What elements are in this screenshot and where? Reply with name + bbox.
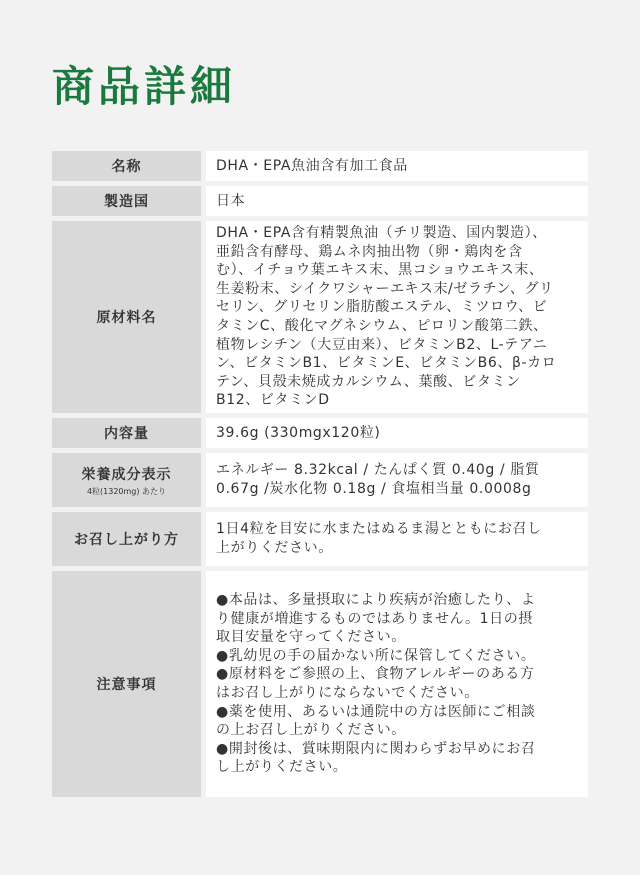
value-text: エネルギー 8.32kcal / たんぱく質 0.40g / 脂質 0.67g /炭水化物 0.18g / 食塩相当量 0.0008g xyxy=(216,462,540,497)
value-text: 1日4粒を目安に水またはぬるま湯とともにお召し 上がりください。 xyxy=(216,521,542,556)
row-label xyxy=(52,512,201,566)
row-label xyxy=(52,571,201,797)
label-text: 製造国 xyxy=(104,194,149,210)
row-value xyxy=(206,418,588,448)
row-label xyxy=(52,453,201,507)
row-name xyxy=(52,151,588,181)
product-details-table xyxy=(52,151,588,802)
label-text: 名称 xyxy=(111,159,142,175)
page-title: 商品詳細 xyxy=(52,62,237,111)
row-value xyxy=(206,221,588,413)
row-label xyxy=(52,418,201,448)
label-text: 原材料名 xyxy=(96,310,157,326)
label-text: お召し上がり方 xyxy=(74,532,179,548)
row-nutrition xyxy=(52,453,588,507)
row-value xyxy=(206,512,588,566)
row-label xyxy=(52,221,201,413)
row-value xyxy=(206,151,588,181)
row-label xyxy=(52,186,201,216)
row-volume xyxy=(52,418,588,448)
row-value xyxy=(206,453,588,507)
label-text: 注意事項 xyxy=(96,677,157,693)
value-text: ●本品は、多量摂取により疾病が治癒したり、よ り健康が増進するものではありません。1日の摂 取目安量を守ってください。 ●乳幼児の手の届かない所に保管してください。 ●原材料をご参照の上、食物アレルギーのある方 はお召し上がりにならないでください。 ●薬を使用、あるいは通院中の方は医師にご相談 の上お召し上がりください。 ●開封後は、賞味期限内に関わらずお早めにお召 し上がりください。 xyxy=(216,592,536,776)
label-text: 内容量 xyxy=(104,426,149,442)
value-text: DHA・EPA魚油含有加工食品 xyxy=(216,157,408,174)
row-country xyxy=(52,186,588,216)
value-text: 39.6g (330mgx120粒) xyxy=(216,424,381,441)
value-text: DHA・EPA含有精製魚油（チリ製造、国内製造）、 亜鉛含有酵母、鶏ムネ肉抽出物（卵・鶏肉を含 む）、イチョウ葉エキス末、黒コショウエキス末、 生姜粉末、シイクワシャーエキス末/ゼラチン、グリ セリン、グリセリン脂肪酸エステル、ミツロウ、ビ タミンC、酸化マグネシウム、ピロリン酸第二鉄、 植物レシチン（大豆由来）、ビタミンB2、L-テアニ ン、ビタミンB1、ビタミンE、ビタミンB6、β-カロ テン、貝殻未焼成カルシウム、葉酸、ビタミン B12、ビタミンD xyxy=(216,225,557,409)
label-subtext: 4粒(1320mg) あたり xyxy=(86,486,167,496)
row-caution xyxy=(52,571,588,797)
row-howto xyxy=(52,512,588,566)
label-text: 栄養成分表示 xyxy=(81,466,172,483)
value-text: 日本 xyxy=(216,192,246,209)
row-value xyxy=(206,186,588,216)
row-ingredients xyxy=(52,221,588,413)
row-value xyxy=(206,571,588,797)
row-label xyxy=(52,151,201,181)
